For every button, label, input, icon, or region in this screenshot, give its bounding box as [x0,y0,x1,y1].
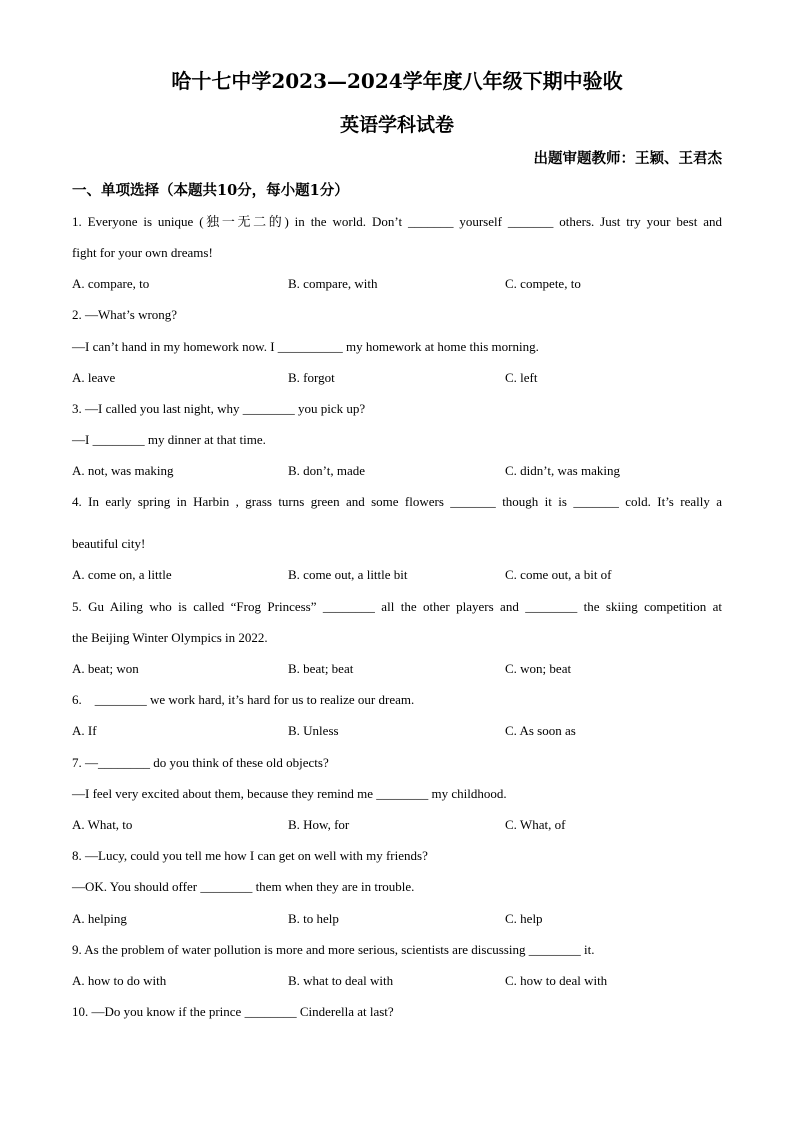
question-5-line-2: the Beijing Winter Olympics in 2022. [72,630,268,645]
question-2-line-2: —I can’t hand in my homework now. I __________ my homework at home this morning. [72,339,539,354]
question-4-line-1: 4. In early spring in Harbin , grass turns green and some flowers _______ though it is _______ cold. It’s really a [72,494,722,509]
option-c[interactable]: C. come out, a bit of [505,567,612,582]
option-a[interactable]: A. compare, to [72,276,150,291]
question-6-line-1: 6. ________ we work hard, it’s hard for us to realize our dream. [72,692,415,707]
option-b[interactable]: B. beat; beat [288,661,354,676]
question-7-line-1: 7. —________ do you think of these old objects? [72,755,329,770]
question-7-options [72,816,722,834]
question-5-line-1: 5. Gu Ailing who is called “Frog Princess” ________ all the other players and ________ the skiing competition at [72,599,722,614]
question-3-line-2: —I ________ my dinner at that time. [72,432,266,447]
question-1-line-1: 1. Everyone is unique (独一无二的) in the world. Don’t _______ yourself _______ others. Just try your best and [72,214,722,229]
question-8-options [72,910,722,928]
question-4-options [72,566,722,584]
option-b[interactable]: B. don’t, made [288,463,366,478]
question-7-line-2: —I feel very excited about them, because they remind me ________ my childhood. [72,786,507,801]
option-c[interactable]: C. left [505,370,538,385]
question-10-line-1: 10. —Do you know if the prince ________ Cinderella at last? [72,1004,394,1019]
question-9-line-1: 9. As the problem of water pollution is more and more serious, scientists are discussing ________ it. [72,942,595,957]
option-b[interactable]: B. to help [288,911,339,926]
option-c[interactable]: C. how to deal with [505,973,608,988]
option-b[interactable]: B. How, for [288,817,350,832]
option-c[interactable]: C. didn’t, was making [505,463,620,478]
option-a[interactable]: A. leave [72,370,116,385]
question-3-line-1: 3. —I called you last night, why ________ you pick up? [72,401,366,416]
question-5-options [72,660,722,678]
option-a[interactable]: A. come on, a little [72,567,172,582]
option-b[interactable]: B. come out, a little bit [288,567,408,582]
option-b[interactable]: B. forgot [288,370,335,385]
option-b[interactable]: B. compare, with [288,276,378,291]
question-6-options [72,722,722,740]
option-c[interactable]: C. help [505,911,543,926]
question-2-options [72,369,722,387]
exam-author: 出题审题教师：王颖、王君杰 [533,150,722,167]
exam-subtitle: 英语学科试卷 [339,114,454,136]
option-a[interactable]: A. beat; won [72,661,139,676]
option-a[interactable]: A. not, was making [72,463,174,478]
question-8-line-1: 8. —Lucy, could you tell me how I can get on well with my friends? [72,848,428,863]
option-c[interactable]: C. compete, to [505,276,581,291]
question-4-line-2: beautiful city! [72,536,146,551]
question-1-options [72,275,722,293]
option-a[interactable]: A. If [72,723,97,738]
option-a[interactable]: A. What, to [72,817,133,832]
option-c[interactable]: C. What, of [505,817,566,832]
option-a[interactable]: A. how to do with [72,973,167,988]
section-title: 一、单项选择（本题共10分，每小题1分） [72,182,349,199]
option-c[interactable]: C. won; beat [505,661,572,676]
question-9-options [72,972,722,990]
option-c[interactable]: C. As soon as [505,723,576,738]
option-b[interactable]: B. Unless [288,723,339,738]
option-a[interactable]: A. helping [72,911,127,926]
exam-title: 哈十七中学2023—2024学年度八年级下期中验收 [171,69,623,93]
question-3-options [72,462,722,480]
question-8-line-2: —OK. You should offer ________ them when they are in trouble. [72,879,415,894]
option-b[interactable]: B. what to deal with [288,973,394,988]
question-1-line-2: fight for your own dreams! [72,245,213,260]
question-2-line-1: 2. —What’s wrong? [72,307,178,322]
